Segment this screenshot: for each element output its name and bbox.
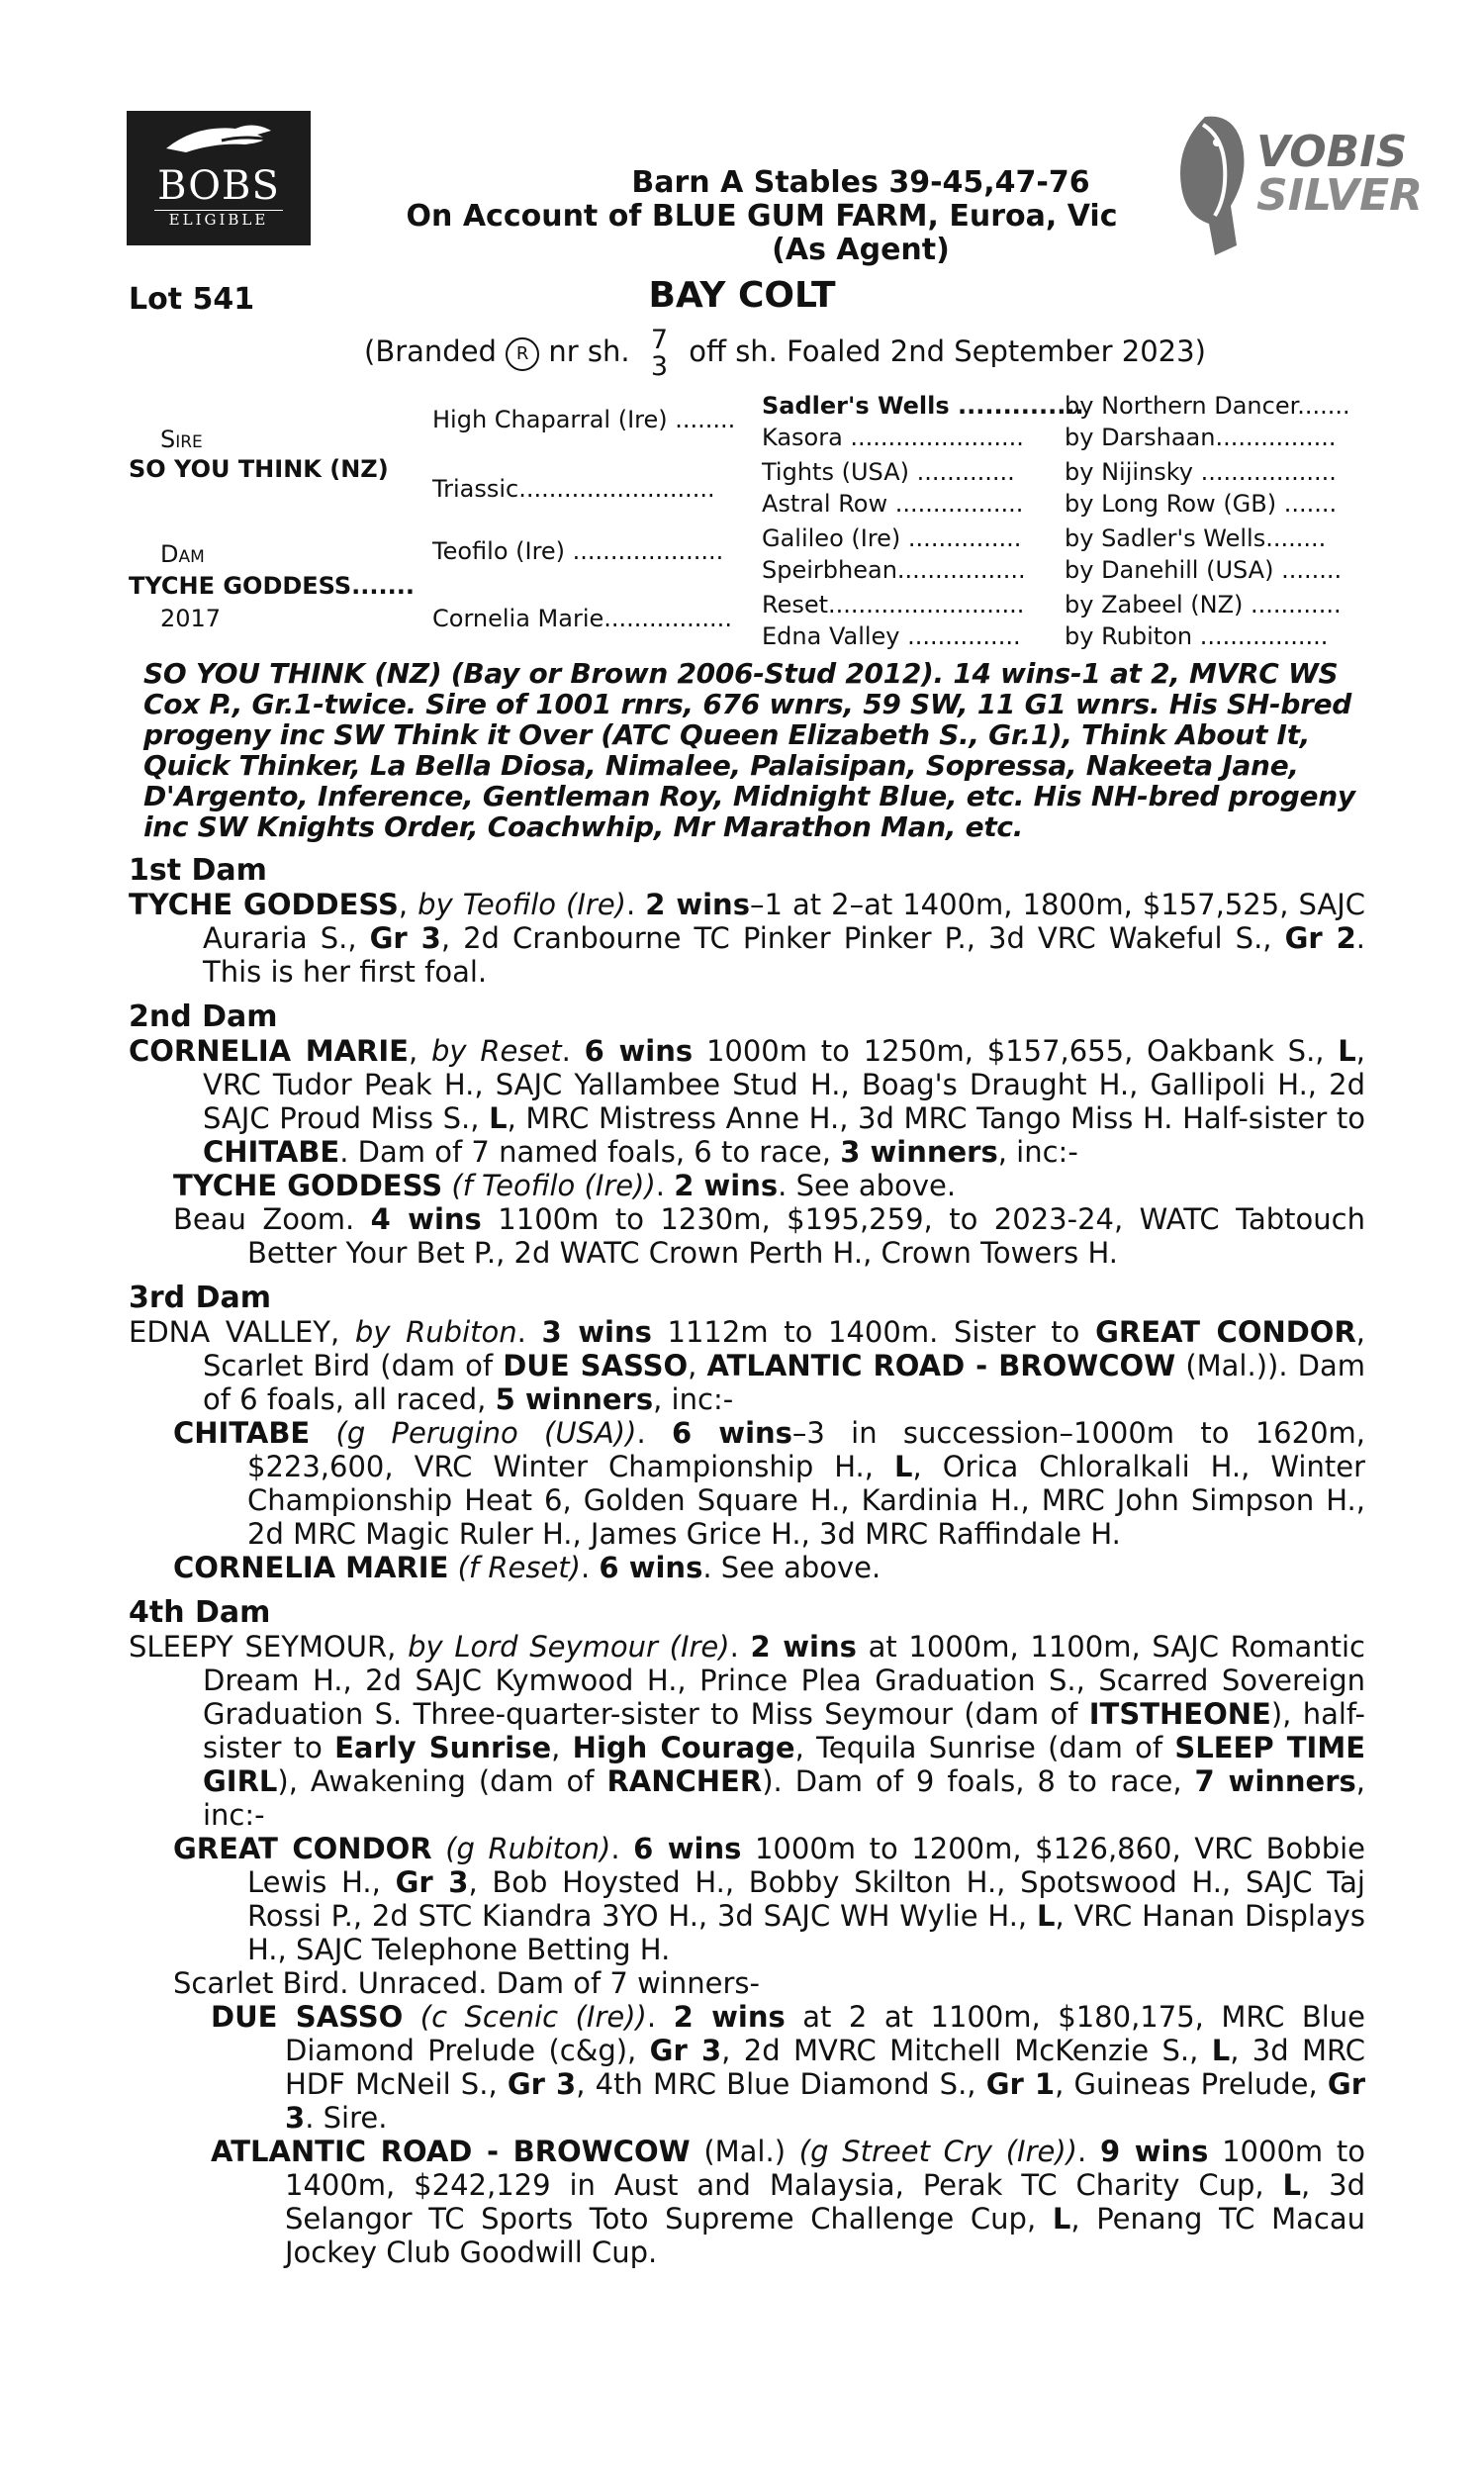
second-dam-text-2: , VRC Tudor Peak H., SAJC Yallambee Stud H., Boag's Draught H., Gallipoli H., 2d SAJC Proud Miss S., [203, 1034, 1365, 1135]
ped-g3-8: Edna Valley ............... [762, 622, 1021, 650]
grand-progeny-entry: ATLANTIC ROAD - BROWCOW (Mal.) (g Street Cry (Ire)). 9 wins 1000m to 1400m, $242,129 in Aust and Malaysia, Perak TC Charity Cup, L, 3d Selangor TC Sports Toto Supreme Challenge Cup, L, Penang TC Macau Jockey Club Goodwill Cup. [211, 2135, 1365, 2269]
first-dam-text: –1 at 2–at 1400m, 1800m, $157,525, SAJC Auraria S., [203, 888, 1366, 955]
listed-badge: L [1282, 2168, 1302, 2202]
sibling-name: DUE SASSO [503, 1349, 689, 1382]
second-dam-text-5: , inc:- [997, 1135, 1078, 1169]
third-dam-wins: 3 wins [541, 1315, 652, 1349]
vobis-logo-text: VOBIS [1256, 127, 1408, 177]
second-dam-heading: 2nd Dam [129, 999, 278, 1034]
relative-name: High Courage [572, 1731, 795, 1764]
lot-title: BAY COLT [648, 275, 836, 316]
second-dam-name: CORNELIA MARIE [129, 1034, 409, 1068]
fourth-dam-name: SLEEPY SEYMOUR [129, 1630, 388, 1664]
progeny-country: (Mal.) [690, 2135, 799, 2168]
progeny-entry [129, 1202, 1365, 1270]
fourth-dam-text-7: , inc:- [203, 1764, 1366, 1832]
fourth-dam-wins: 2 wins [750, 1630, 857, 1664]
ped-g4-5: by Sadler's Wells........ [1065, 524, 1327, 552]
progeny-sire: (g Perugino (USA)) [335, 1416, 637, 1450]
ped-g4-4: by Long Row (GB) ....... [1065, 490, 1338, 518]
progeny-sire: (f Reset) [457, 1551, 581, 1584]
horse-head-icon [127, 111, 311, 160]
fourth-dam-text-4: , Tequila Sunrise (dam of [794, 1731, 1175, 1764]
ped-g4-8: by Rubiton ................. [1065, 622, 1329, 650]
third-dam-heading: 3rd Dam [129, 1281, 271, 1315]
ped-g3-5: Galileo (Ire) ............... [762, 524, 1022, 552]
ped-g2-3: Teofilo (Ire) .................... [432, 537, 724, 565]
ped-g2-1: High Chaparral (Ire) ........ [432, 406, 736, 433]
bobs-logo-subtext: ELIGIBLE [154, 210, 283, 229]
progeny-text-2: , 3d Selangor TC Sports Toto Supreme Challenge Cup, [285, 2168, 1365, 2236]
progeny-name: Beau Zoom. [173, 1202, 371, 1236]
ped-g3-7: Reset.......................... [762, 591, 1025, 618]
ped-g4-7: by Zabeel (NZ) ............ [1065, 591, 1342, 618]
dam-year: 2017 [160, 605, 222, 632]
ped-g4-2: by Darshaan................ [1065, 424, 1337, 451]
relative-name: SLEEP TIME GIRL [203, 1731, 1366, 1798]
sire-label: Sire [160, 426, 203, 453]
dam-name: TYCHE GODDESS....... [129, 572, 415, 600]
listed-badge: L [1338, 1034, 1356, 1068]
progeny-sire: (c Scenic (Ire)) [419, 2000, 647, 2034]
progeny-wins: 6 wins [599, 1551, 703, 1584]
fourth-dam-text-5: ), Awakening (dam of [277, 1764, 607, 1798]
grade-badge: Gr 1 [985, 2067, 1056, 2101]
progeny-entry: CORNELIA MARIE (f Reset). 6 wins. See above. [173, 1551, 881, 1584]
ped-g3-4: Astral Row ................. [762, 490, 1024, 518]
progeny-text: 1000m to 1200m, $126,860, VRC Bobbie Lewis H., [247, 1832, 1366, 1899]
progeny-text-3: , VRC Hanan Displays H., SAJC Telephone Betting H. [247, 1899, 1365, 1966]
grade-badge: Gr 3 [285, 2067, 1365, 2135]
first-dam-wins: 2 wins [645, 888, 750, 921]
brand-mid: nr sh. [548, 334, 630, 368]
progeny-entry [129, 1966, 1365, 2000]
first-dam-text-2: , 2d Cranbourne TC Pinker Pinker P., 3d VRC Wakeful S., [440, 921, 1285, 955]
lot-number: Lot 541 [129, 282, 255, 317]
brand-denominator: 3 [650, 351, 669, 382]
progeny-text-4: , 4th MRC Blue Diamond S., [576, 2067, 986, 2101]
ped-g2-2: Triassic.......................... [432, 475, 715, 503]
third-dam-name: EDNA VALLEY [129, 1315, 331, 1349]
sire-name: SO YOU THINK (NZ) [129, 455, 389, 483]
progeny-name: CORNELIA MARIE [173, 1551, 449, 1584]
winners-count: 5 winners [495, 1382, 654, 1416]
first-dam-paragraph: TYCHE GODDESS, by Teofilo (Ire). 2 wins–1 at 2–at 1400m, 1800m, $157,525, SAJC Auraria S., Gr 3, 2d Cranbourne TC Pinker Pinker P., 3d VRC Wakeful S., Gr 2. This is her first foal. [129, 888, 1366, 989]
third-dam-text-3: , [688, 1349, 707, 1382]
listed-badge: L [1036, 1899, 1056, 1933]
progeny-text: Scarlet Bird. Unraced. Dam of 7 winners- [173, 1966, 760, 2000]
stables-line: Barn A Stables 39-45,47-76 [631, 165, 1090, 200]
winners-count: 3 winners [840, 1135, 998, 1169]
progeny-name: GREAT CONDOR [173, 1832, 432, 1865]
progeny-text: . See above. [702, 1551, 881, 1584]
progeny-entry: TYCHE GODDESS (f Teofilo (Ire)). 2 wins. See above. [173, 1169, 957, 1202]
ped-g4-3: by Nijinsky .................. [1065, 458, 1337, 486]
progeny-text-2: , 2d MVRC Mitchell McKenzie S., [721, 2034, 1212, 2067]
second-dam-wins: 6 wins [584, 1034, 694, 1068]
third-dam-sire: by Rubiton [354, 1315, 517, 1349]
first-dam-heading: 1st Dam [129, 853, 267, 888]
grade-badge: Gr 3 [507, 2067, 577, 2101]
brand-pre: (Branded [364, 334, 497, 368]
brand-mark: R [506, 337, 539, 371]
relative-name: RANCHER [606, 1764, 763, 1798]
progeny-text: –3 in succession–1000m to 1620m, $223,600, VRC Winter Championship H., [247, 1416, 1365, 1483]
second-dam-text-3: , MRC Mistress Anne H., 3d MRC Tango Miss H. Half-sister to [507, 1101, 1365, 1135]
progeny-text-3: , 3d MRC HDF McNeil S., [285, 2034, 1365, 2101]
third-dam-text: 1112m to 1400m. Sister to [651, 1315, 1096, 1349]
dam-label: Dam [160, 540, 205, 568]
listed-badge: L [894, 1450, 913, 1483]
progeny-text-2: , Orica Chloralkali H., Winter Championship Heat 6, Golden Square H., Kardinia H., MRC John Simpson H., 2d MRC Magic Ruler H., James Grice H., 3d MRC Raffindale H. [247, 1450, 1365, 1551]
bobs-logo-text: BOBS [157, 163, 280, 209]
third-dam-paragraph: EDNA VALLEY, by Rubiton. 3 wins 1112m to 1400m. Sister to GREAT CONDOR, Scarlet Bird (dam of DUE SASSO, ATLANTIC ROAD - BROWCOW (Mal.)). Dam of 6 foals, all raced, 5 winners, inc:- [129, 1315, 1366, 1416]
progeny-text-5: , Guineas Prelude, [1055, 2067, 1328, 2101]
brand-fraction [651, 327, 668, 380]
progeny-entry: CHITABE (g Perugino (USA)). 6 wins–3 in succession–1000m to 1620m, $223,600, VRC Winter Championship H., L, Orica Chloralkali H., Winter Championship Heat 6, Golden Square H., Kardinia H., MRC John Simpson H., 2d MRC Magic Ruler H., James Grice H., 3d MRC Raffindale H. [173, 1416, 1365, 1551]
brand-line [364, 327, 1206, 380]
progeny-name: TYCHE GODDESS [173, 1169, 443, 1202]
progeny-name: CHITABE [173, 1416, 311, 1450]
progeny-text: 1100m to 1230m, $195,259, to 2023-24, WATC Tabtouch Better Your Bet P., 2d WATC Crown Perth H., Crown Towers H. [247, 1202, 1365, 1270]
first-dam-grade-2: Gr 2 [1284, 921, 1356, 955]
progeny-text-3: , Penang TC Macau Jockey Club Goodwill Cup. [285, 2202, 1365, 2269]
progeny-text-6: . Sire. [305, 2101, 388, 2135]
first-dam-text-3: . This is her first foal. [203, 921, 1365, 989]
fourth-dam-text-6: ). Dam of 9 foals, 8 to race, [762, 1764, 1195, 1798]
relative-name: Early Sunrise [334, 1731, 552, 1764]
ped-g3-1: Sadler's Wells .............. [762, 392, 1084, 420]
second-dam-text: 1000m to 1250m, $157,655, Oakbank S., [693, 1034, 1339, 1068]
progeny-wins: 9 wins [1099, 2135, 1209, 2168]
progeny-text: . See above. [778, 1169, 957, 1202]
fourth-dam-sire: by Lord Seymour (Ire) [408, 1630, 730, 1664]
fourth-dam-text-2: ), half-sister to [203, 1697, 1365, 1764]
progeny-wins: 2 wins [673, 2000, 786, 2034]
listed-badge: L [489, 1101, 508, 1135]
progeny-name: ATLANTIC ROAD - BROWCOW [211, 2135, 691, 2168]
progeny-text: at 2 at 1100m, $180,175, MRC Blue Diamond Prelude (c&g), [285, 2000, 1366, 2067]
progeny-wins: 2 wins [674, 1169, 779, 1202]
fourth-dam-paragraph: SLEEPY SEYMOUR, by Lord Seymour (Ire). 2 wins at 1000m, 1100m, SAJC Romantic Dream H., 2d SAJC Kymwood H., Prince Plea Graduation S., Scarred Sovereign Graduation S. Three-quarter-sister to Miss Seymour (dam of ITSTHEONE), half-sister to Early Sunrise, High Courage, Tequila Sunrise (dam of SLEEP TIME GIRL), Awakening (dam of RANCHER). Dam of 9 foals, 8 to race, 7 winners, inc:- [129, 1630, 1366, 1832]
ped-g3-6: Speirbhean................. [762, 556, 1026, 584]
ped-g4-6: by Danehill (USA) ........ [1065, 556, 1343, 584]
relative-name: ITSTHEONE [1088, 1697, 1271, 1731]
sibling-name: GREAT CONDOR [1095, 1315, 1356, 1349]
winners-count: 7 winners [1194, 1764, 1356, 1798]
progeny-name: DUE SASSO [211, 2000, 404, 2034]
half-sister-name: CHITABE [203, 1135, 340, 1169]
ped-g2-4: Cornelia Marie................. [432, 605, 732, 632]
listed-badge: L [1211, 2034, 1231, 2067]
vobis-logo-subtext: SILVER [1256, 170, 1424, 221]
second-dam-sire: by Reset [430, 1034, 562, 1068]
third-dam-text-2: , Scarlet Bird (dam of [203, 1315, 1366, 1382]
brand-numerator: 7 [650, 325, 669, 355]
fourth-dam-heading: 4th Dam [129, 1595, 271, 1630]
progeny-sire: (f Teofilo (Ire)) [451, 1169, 656, 1202]
progeny-text: 1000m to 1400m, $242,129 in Aust and Malaysia, Perak TC Charity Cup, [285, 2135, 1365, 2202]
account-line: On Account of BLUE GUM FARM, Euroa, Vic [406, 199, 1118, 234]
second-dam-paragraph: CORNELIA MARIE, by Reset. 6 wins 1000m to 1250m, $157,655, Oakbank S., L, VRC Tudor Peak H., SAJC Yallambee Stud H., Boag's Draught H., Gallipoli H., 2d SAJC Proud Miss S., L, MRC Mistress Anne H., 3d MRC Tango Miss H. Half-sister to CHITABE. Dam of 7 named foals, 6 to race, 3 winners, inc:- [129, 1034, 1365, 1169]
agent-line: (As Agent) [772, 233, 950, 267]
sire-summary: SO YOU THINK (NZ) (Bay or Brown 2006-Stud 2012). 14 wins-1 at 2, MVRC WS Cox P., Gr.1-twice. Sire of 1001 rnrs, 676 wnrs, 59 SW, 11 G1 wnrs. His SH-bred progeny inc SW Think it Over (ATC Queen Elizabeth S., Gr.1), Think About It, Quick Thinker, La Bella Diosa, Nimalee, Palaisipan, Sopressa, Nakeeta Jane, D'Argento, Inference, Gentleman Roy, Midnight Blue, etc. His NH-bred progeny inc SW Knights Order, Coachwhip, Mr Marathon Man, etc. [143, 657, 1355, 843]
fourth-dam-text: at 1000m, 1100m, SAJC Romantic Dream H., 2d SAJC Kymwood H., Prince Plea Graduation S., Scarred Sovereign Graduation S. Three-quarter-sister to Miss Seymour (dam of [203, 1630, 1365, 1731]
grand-progeny-entry: DUE SASSO (c Scenic (Ire)). 2 wins at 2 at 1100m, $180,175, MRC Blue Diamond Prelude (c&g), Gr 3, 2d MVRC Mitchell McKenzie S., L, 3d MRC HDF McNeil S., Gr 3, 4th MRC Blue Diamond S., Gr 1, Guineas Prelude, Gr 3. Sire. [211, 2000, 1366, 2135]
progeny-text-2: , Bob Hoysted H., Bobby Skilton H., Spotswood H., SAJC Taj Rossi P., 2d STC Kiandra 3YO H., 3d SAJC WH Wylie H., [247, 1865, 1365, 1933]
grade-badge: Gr 3 [649, 2034, 722, 2067]
listed-badge: L [1052, 2202, 1071, 2236]
progeny-entry: GREAT CONDOR (g Rubiton). 6 wins 1000m to 1200m, $126,860, VRC Bobbie Lewis H., Gr 3, Bob Hoysted H., Bobby Skilton H., Spotswood H., SAJC Taj Rossi P., 2d STC Kiandra 3YO H., 3d SAJC WH Wylie H., L, VRC Hanan Displays H., SAJC Telephone Betting H. [173, 1832, 1366, 1966]
first-dam-grade: Gr 3 [369, 921, 441, 955]
progeny-wins: 4 wins [370, 1202, 482, 1236]
third-dam-text-5: , inc:- [653, 1382, 734, 1416]
progeny-sire: (g Rubiton) [445, 1832, 611, 1865]
catalogue-body [129, 658, 1365, 2269]
sibling-name: ATLANTIC ROAD - BROWCOW [706, 1349, 1176, 1382]
progeny-wins: 6 wins [633, 1832, 742, 1865]
fourth-dam-text-3: , [551, 1731, 573, 1764]
ped-g3-2: Kasora ....................... [762, 424, 1024, 451]
ped-g4-1: by Northern Dancer....... [1065, 392, 1350, 420]
third-dam-text-4: (Mal.)). Dam of 6 foals, all raced, [203, 1349, 1366, 1416]
ped-g3-3: Tights (USA) ............. [762, 458, 1015, 486]
second-dam-text-4: . Dam of 7 named foals, 6 to race, [339, 1135, 841, 1169]
grade-badge: Gr 3 [395, 1865, 469, 1899]
progeny-wins: 6 wins [671, 1416, 792, 1450]
progeny-sire: (g Street Cry (Ire)) [798, 2135, 1077, 2168]
brand-post: off sh. Foaled 2nd September 2023) [689, 334, 1206, 368]
first-dam-name: TYCHE GODDESS [129, 888, 399, 921]
first-dam-sire: by Teofilo (Ire) [417, 888, 626, 921]
